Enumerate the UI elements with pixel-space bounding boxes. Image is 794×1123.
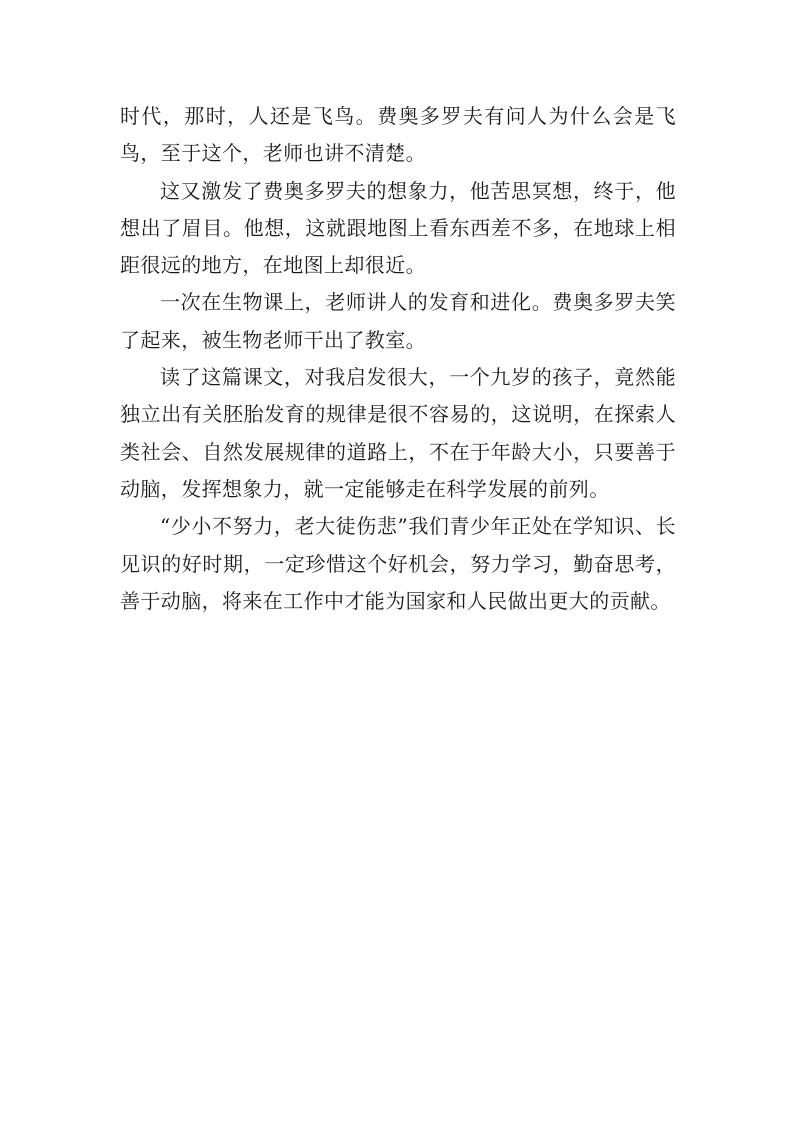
paragraph-conclusion: “少小不努力，老大徒伤悲”我们青少年正处在学知识、长见识的好时期，一定珍惜这个好机会，努力学习，勤奋思考，善于动脑，将来在工作中才能为国家和人民做出更大的贡献。: [120, 514, 676, 613]
paragraph-continuation: 时代，那时，人还是飞鸟。费奥多罗夫有问人为什么会是飞鸟，至于这个，老师也讲不清楚。: [120, 104, 676, 166]
paragraph-biology-class: 一次在生物课上，老师讲人的发育和进化。费奥多罗夫笑了起来，被生物老师干出了教室。: [120, 290, 676, 352]
paragraph-imagination: 这又激发了费奥多罗夫的想象力，他苦思冥想，终于，他想出了眉目。他想，这就跟地图上看东西差不多，在地球上相距很远的地方，在地图上却很近。: [120, 178, 676, 278]
essay-body: [120, 98, 676, 620]
paragraph-reflection: 读了这篇课文，对我启发很大，一个九岁的孩子，竟然能独立出有关胚胎发育的规律是很不容易的，这说明，在探索人类社会、自然发展规律的道路上，不在于年龄大小，只要善于动脑，发挥想象力，就一定能够走在科学发展的前列。: [120, 365, 676, 501]
